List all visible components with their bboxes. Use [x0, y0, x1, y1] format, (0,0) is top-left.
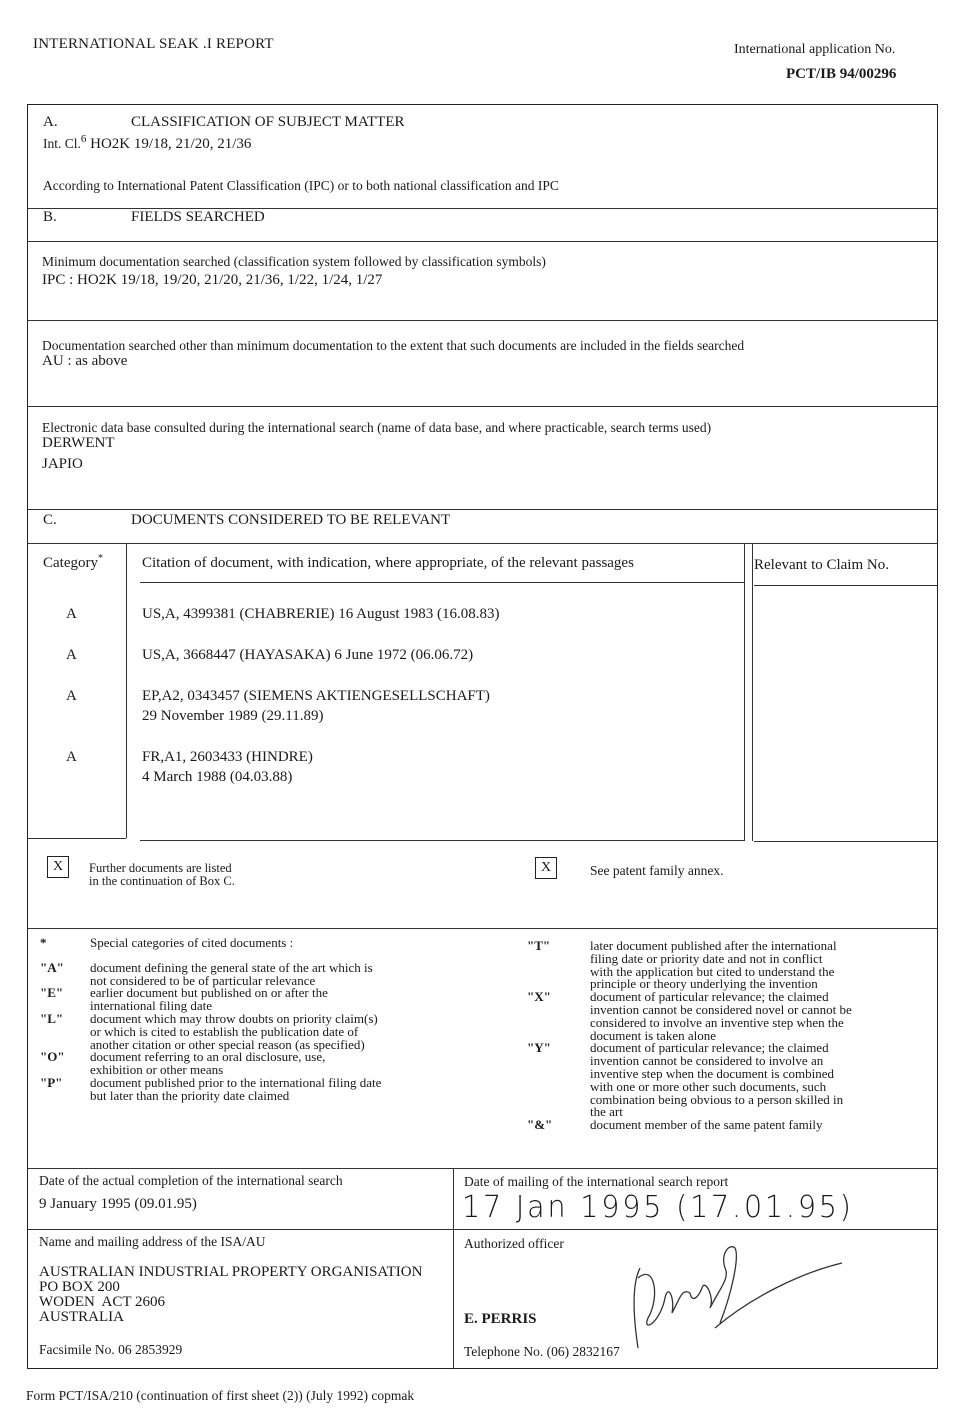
- telephone-number: Telephone No. (06) 2832167: [464, 1344, 620, 1359]
- legend-item-p: "P" document published prior to the international filing date but later than the priority date claimed: [40, 1074, 382, 1103]
- legend-item-amp: "&" document member of the same patent family: [527, 1117, 823, 1133]
- row-citation: EP,A2, 0343457 (SIEMENS AKTIENGESELLSCHAFT): [142, 688, 490, 704]
- report-title: INTERNATIONAL SEAK .I REPORT: [33, 36, 274, 52]
- row-citation: US,A, 3668447 (HAYASAKA) 6 June 1972 (06.06.72): [142, 647, 474, 663]
- application-no: PCT/IB 94/00296: [786, 66, 897, 82]
- legend-item-t: "T" later document published after the international filing date or priority date and not in conflict with the application but cited to understand the principle or theory underlying the invention: [527, 938, 837, 992]
- legend-item-o: "O" document referring to an oral disclosure, use, exhibition or other means: [40, 1049, 326, 1078]
- electronic-db-label: Electronic data base consulted during the international search (name of data base, and where practicable, search terms used): [42, 420, 712, 435]
- table-bottom: [754, 841, 938, 842]
- legend-star: *: [40, 935, 47, 950]
- completion-date-label: Date of the actual completion of the international search: [39, 1173, 343, 1188]
- minimum-doc-value: IPC : HO2K 19/18, 19/20, 21/20, 21/36, 1/22, 1/24, 1/27: [42, 272, 383, 288]
- other-doc-label: Documentation searched other than minimum documentation to the extent that such documents are included in the fields searched: [42, 338, 745, 353]
- row-citation-date: 29 November 1989 (29.11.89): [142, 708, 324, 724]
- signature-icon: [620, 1238, 850, 1353]
- other-doc-value: AU : as above: [42, 353, 128, 369]
- officer-name: E. PERRIS: [464, 1311, 537, 1327]
- further-docs-checkbox[interactable]: X: [47, 856, 69, 878]
- legend-item-l: "L" document which may throw doubts on priority claim(s) or which is cited to establish the publication date of another citation or other special reason (as specified): [40, 1010, 378, 1052]
- isa-address: AUSTRALIAN INDUSTRIAL PROPERTY ORGANISATION PO BOX 200 WODEN ACT 2606 AUSTRALIA: [39, 1264, 423, 1325]
- divider: [27, 928, 938, 929]
- section-c-title: DOCUMENTS CONSIDERED TO BE RELEVANT: [131, 512, 451, 528]
- table-col-divider: [126, 543, 127, 838]
- legend-item-x: "X" document of particular relevance; the claimed invention cannot be considered novel or cannot be considered to involve an inventive step when the document is taken alone: [527, 989, 852, 1043]
- footer-col-divider: [453, 1168, 454, 1369]
- section-c-heading: [43, 512, 450, 529]
- int-cl-line: [43, 133, 251, 153]
- legend-item-a: "A" document defining the general state of the art which is not considered to be of particular relevance: [40, 959, 373, 988]
- divider: [27, 241, 938, 242]
- table-col-divider: [752, 543, 753, 841]
- section-a-title: CLASSIFICATION OF SUBJECT MATTER: [131, 114, 405, 130]
- section-b-heading: [43, 209, 265, 226]
- row-category: A: [66, 749, 77, 765]
- row-category: A: [66, 688, 77, 704]
- table-col-divider: [744, 543, 745, 841]
- row-category: A: [66, 647, 77, 663]
- form-footer: Form PCT/ISA/210 (continuation of first sheet (2)) (July 1992) copmak: [26, 1388, 415, 1403]
- row-category: A: [66, 606, 77, 622]
- int-cl-edition: 6: [80, 133, 87, 145]
- divider: [27, 406, 938, 407]
- authorized-officer-label: Authorized officer: [464, 1236, 564, 1251]
- divider: [27, 320, 938, 321]
- divider: [27, 543, 938, 544]
- col-header-category: Category*: [43, 553, 103, 571]
- header-underline: [754, 585, 938, 586]
- isa-label: Name and mailing address of the ISA/AU: [39, 1234, 266, 1249]
- section-c-letter: C.: [43, 512, 57, 528]
- patent-family-checkbox[interactable]: X: [535, 857, 557, 879]
- row-citation-date: 4 March 1988 (04.03.88): [142, 769, 293, 785]
- col-header-relevant: Relevant to Claim No.: [754, 557, 889, 573]
- electronic-db-value: JAPIO: [42, 456, 83, 472]
- int-cl-label: Int. Cl.: [43, 136, 81, 151]
- divider: [27, 509, 938, 510]
- further-docs-label: Further documents are listed in the continuation of Box C.: [89, 861, 235, 888]
- ipc-note: According to International Patent Classification (IPC) or to both national classification and IPC: [43, 178, 559, 193]
- table-bottom: [27, 838, 126, 839]
- col-header-citation: Citation of document, with indication, where appropriate, of the relevant passages: [142, 555, 634, 571]
- row-citation: FR,A1, 2603433 (HINDRE): [142, 749, 313, 765]
- int-cl-value: HO2K 19/18, 21/20, 21/36: [90, 136, 252, 152]
- fax-number: Facsimile No. 06 2853929: [39, 1342, 183, 1357]
- legend-right: [527, 940, 927, 1132]
- electronic-db-value: DERWENT: [42, 435, 115, 451]
- divider: [27, 1168, 938, 1169]
- mailing-date-handwritten: 17 Jan 1995 (17.01.95): [462, 1190, 854, 1225]
- row-citation: US,A, 4399381 (CHABRERIE) 16 August 1983 (16.08.83): [142, 606, 500, 622]
- divider: [27, 1229, 938, 1230]
- minimum-doc-label: Minimum documentation searched (classification system followed by classification symbols): [42, 254, 546, 269]
- completion-date-value: 9 January 1995 (09.01.95): [39, 1196, 197, 1212]
- mailing-date-label: Date of mailing of the international search report: [464, 1174, 729, 1189]
- section-b-letter: B.: [43, 209, 57, 225]
- legend-item-y: "Y" document of particular relevance; the claimed invention cannot be considered to involve an inventive step when the document is combined with one or more other such documents, such combination being obvious to a person skilled in the art: [527, 1040, 844, 1120]
- section-a-letter: A.: [43, 114, 58, 130]
- application-no-label: International application No.: [734, 42, 896, 57]
- legend-left: [40, 937, 460, 1103]
- section-a-heading: [43, 114, 405, 131]
- legend-heading: Special categories of cited documents :: [90, 935, 294, 950]
- table-bottom: [140, 840, 744, 841]
- legend-item-e: "E" earlier document but published on or after the international filing date: [40, 985, 328, 1014]
- header-underline: [140, 582, 744, 583]
- section-b-title: FIELDS SEARCHED: [131, 209, 265, 225]
- patent-family-label: See patent family annex.: [590, 863, 724, 878]
